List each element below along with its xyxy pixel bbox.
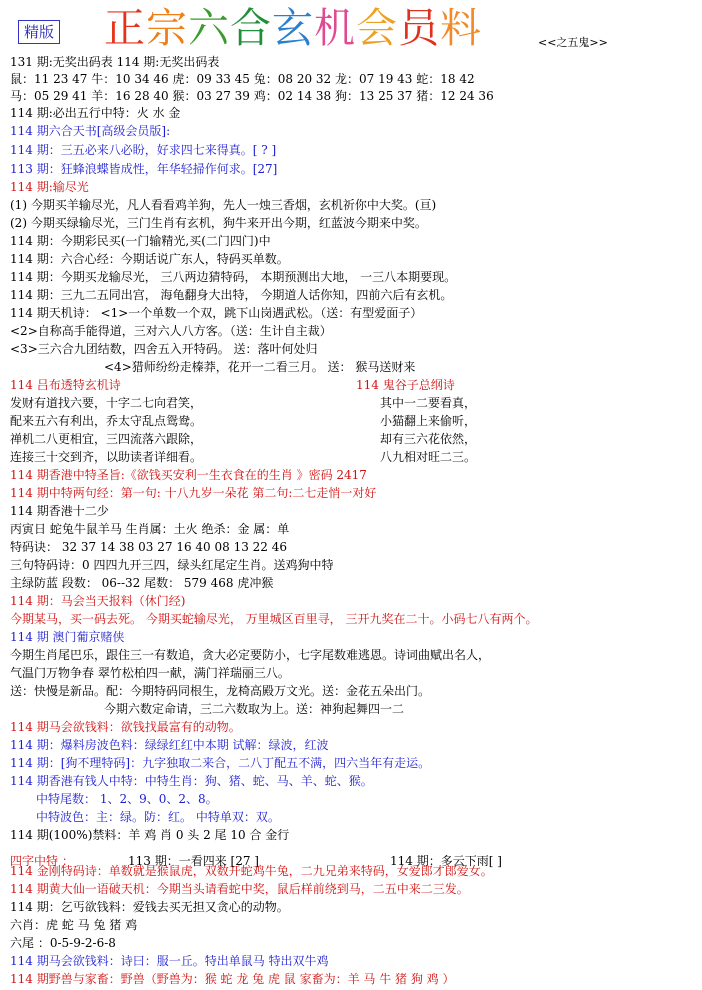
right-column-line: 小猫翻上来偷听， [380,414,477,428]
text-line: 114 吕布透特玄机诗 [10,378,121,392]
text-line: 114 期香港十二少 [10,504,109,518]
right-column-line: 114 鬼谷子总纲诗 [356,378,455,392]
text-line: 114 期天机诗： <1>一个单数一个双，跳下山岗遇武松。（送：有型爱面子） [10,306,423,320]
text-line: 三句特码诗：0 四四九开三四，绿头红尾定生肖。送鸡狗中特 [10,558,334,572]
text-line: 114 期：乞丐欲钱料：爱钱去买无担又贪心的动物。 [10,900,289,914]
text-line: 马：05 29 41 羊：16 28 40 猴：03 27 39 鸡：02 14 38 狗：13 25 37 猪：12 24 36 [10,89,494,103]
title-char: 玄 [272,4,314,52]
title-char: 料 [440,4,482,52]
text-line: 114 期 澳门葡京赌侠 [10,630,125,644]
right-column-line: 却有三六花依然， [380,432,477,446]
four-char-114: 114 期：多云下雨[ ] [390,854,502,868]
title-char: 六 [188,4,230,52]
premium-badge: 精版 [18,20,60,44]
text-line: <2>自称高手能得道，三对六人八方客。（送：生计自主裁） [10,324,332,338]
text-line: (2) 今期买绿输尽光，三门生肖有玄机，狗牛来开出今期，红蓝波今期来中奖。 [10,216,427,230]
page-title [104,0,482,56]
text-line: 114 期香港中特圣旨:《欲钱买安利一生衣食在的生肖 》密码 2417 [10,468,367,482]
text-line: 114 期:必出五行中特：火 水 金 [10,106,181,120]
text-line: 114 期：六合心经：今期话说广东人，特码买单数。 [10,252,289,266]
author-signature: <<之五鬼>> [538,36,608,49]
text-line: 114 期：三九二五同出宫， 海龟翻身大出特， 今期道人话你知，四前六后有玄机。 [10,288,453,302]
text-line: (1) 今期买羊输尽光，凡人看看鸡羊狗，先人一烛三香烟，玄机祈你中大奖。(亘) [10,198,437,212]
text-line: 114 期香港有钱人中特：中特生肖：狗、猪、蛇、马、羊、蛇、猴。 [10,774,373,788]
text-line: 114 期：[狗不理特码]：九字独取二来合，二八丁配五不满，四六当年有走运。 [10,756,431,770]
text-line: 114 期六合天书[高级会员版]: [10,124,171,138]
text-line: 114 期：马会当天报料（休门经) [10,594,186,608]
text-line: 送：快慢是新品。配：今期特码同根生，龙椅高殿万文光。送：金花五朵出门。 [10,684,431,698]
title-char: 机 [314,4,356,52]
right-column-line: 其中一二要看真， [380,396,477,410]
text-line: 中特波色：主：绿。防：红。 中特单双：双。 [36,810,280,824]
text-line: <4>猎师纷纷走榛莽，花开一二看三月。 送： 猴马送财来 [104,360,416,374]
text-line: 主绿防蓝 段数： 06--32 尾数： 579 468 虎冲猴 [10,576,274,590]
text-line: 六肖：虎 蛇 马 兔 猪 鸡 [10,918,138,932]
text-line: 114 期野兽与家畜：野兽（野兽为：猴 蛇 龙 兔 虎 鼠 家畜为：羊 马 牛 猪 狗 鸡 ） [10,972,455,986]
text-line: <3>三六合九团结数，四舍五入开特码。 送：落叶何处归 [10,342,318,356]
text-line: 连接三十交到齐，以助读者详细看。 [10,450,203,464]
title-char: 会 [356,4,398,52]
text-line: 禅机二八更相宜，三四流落六跟除， [10,432,203,446]
right-column-line: 八九相对旺二三。 [380,450,477,464]
four-char-113: 113 期：一看四来 [27 ] [128,854,259,868]
title-char: 正 [104,4,146,52]
text-line: 特码诀： 32 37 14 38 03 27 16 40 08 13 22 46 [10,540,288,554]
text-line: 114 金刚特码诗：单数就是猴鼠虎，双数开蛇鸡牛兔，二九兄弟来特码，女爱郎才郎爱女。 [10,864,493,878]
text-line: 鼠：11 23 47 牛：10 34 46 虎：09 33 45 兔：08 20 32 龙：07 19 43 蛇：18 42 [10,72,475,86]
text-line: 配来五六有利出，乔太守乱点鸳鸯。 [10,414,203,428]
text-line: 中特尾数： 1、2、9、0、2、8。 [36,792,218,806]
title-char: 合 [230,4,272,52]
text-line: 气温门万物争春 翠竹松柏四一献，满门祥瑞丽三八。 [10,666,290,680]
text-line: 114 期：爆料房波色料：绿绿红红中本期 试解：绿波，红波 [10,738,329,752]
text-line: 131 期:无奖出码表 114 期:无奖出码表 [10,55,220,69]
text-line: 今期生肖尾巴乐，跟住三一有数追，贪大必定要防小，七字尾数难逃恩。诗词曲赋出名人， [10,648,491,662]
text-line: 114 期：今期彩民买(一门输精光,买(二门四门)中 [10,234,271,248]
text-line: 114 期马会欲钱料：欲钱找最富有的动物。 [10,720,241,734]
text-line: 114 期：今期买龙输尽光， 三八两边猜特码， 本期预测出大地， 一三八本期要现。 [10,270,457,284]
text-line: 114 期马会欲钱料：诗曰：服一丘。特出单鼠马 特出双牛鸡 [10,954,329,968]
text-line: 114 期中特两句经：第一句: 十八九岁一朵花 第二句:二七走悄一对好 [10,486,377,500]
text-line: 今期六数定命请，三二六数取为上。送：神狗起舞四一二 [104,702,405,716]
text-line: 六尾 ：0-5-9-2-6-8 [10,936,116,950]
text-line: 114 期黄大仙一语破天机：今期当头请看蛇中奖，鼠后样前绕到马，二五中来二三发。 [10,882,469,896]
text-line: 114 期：三五必来八必盼，好求四七来得真。[ ? ] [10,143,277,157]
text-line: 今期某马，买一码去死。 今期买蛇输尽光， 万里城区百里寻， 三开九奖在二十。小码七八有两个。 [10,612,538,626]
title-char: 宗 [146,4,188,52]
text-line: 114 期(100%)禁料：羊 鸡 肖 0 头 2 尾 10 合 金行 [10,828,290,842]
text-line: 丙寅日 蛇兔牛鼠羊马 生肖属：土火 绝杀：金 属：单 [10,522,290,536]
text-line: 发财有道找六要，十字二七向君笑， [10,396,203,410]
four-char-row [10,853,74,869]
title-char: 员 [398,4,440,52]
four-char-label: 四字中特 ： [10,854,74,868]
text-line: 113 期：狂蜂浪蝶皆成性，年华轻掃作何求。[27] [10,162,278,176]
text-line: 114 期:输尽光 [10,180,89,194]
